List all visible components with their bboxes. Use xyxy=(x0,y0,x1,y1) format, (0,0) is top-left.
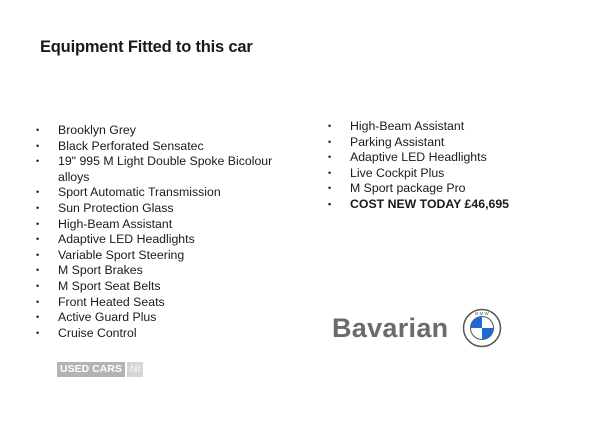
equipment-item: • Sport Automatic Transmission xyxy=(36,185,276,201)
equipment-item: • Live Cockpit Plus xyxy=(328,166,568,182)
cost-new-today: • COST NEW TODAY £46,695 xyxy=(328,197,568,213)
equipment-item: • Variable Sport Steering xyxy=(36,248,276,264)
equipment-item: • Adaptive LED Headlights xyxy=(328,150,568,166)
equipment-list-left xyxy=(36,123,276,341)
svg-text:B M W: B M W xyxy=(475,311,490,316)
equipment-item: • Front Heated Seats xyxy=(36,295,276,311)
equipment-item: • Cruise Control xyxy=(36,326,276,342)
badge-suffix: NI xyxy=(127,362,144,377)
equipment-item: • High-Beam Assistant xyxy=(328,119,568,135)
equipment-item: • M Sport Seat Belts xyxy=(36,279,276,295)
equipment-item: • Sun Protection Glass xyxy=(36,201,276,217)
equipment-item: • Black Perforated Sensatec xyxy=(36,139,276,155)
used-cars-ni-badge xyxy=(57,362,143,377)
equipment-item: • M Sport package Pro xyxy=(328,181,568,197)
page-title: Equipment Fitted to this car xyxy=(40,38,253,56)
equipment-item: • M Sport Brakes xyxy=(36,263,276,279)
badge-main: USED CARS xyxy=(57,362,125,377)
bavarian-logo xyxy=(332,308,502,348)
equipment-item: • Parking Assistant xyxy=(328,135,568,151)
equipment-item: • High-Beam Assistant xyxy=(36,217,276,233)
logo-text: Bavarian xyxy=(332,312,449,343)
equipment-item: • Adaptive LED Headlights xyxy=(36,232,276,248)
equipment-list-right xyxy=(328,119,568,213)
bmw-roundel-icon xyxy=(462,308,502,348)
equipment-item: • Brooklyn Grey xyxy=(36,123,276,139)
equipment-item: • Active Guard Plus xyxy=(36,310,276,326)
equipment-item: • 19" 995 M Light Double Spoke Bicolour alloys xyxy=(36,154,276,185)
